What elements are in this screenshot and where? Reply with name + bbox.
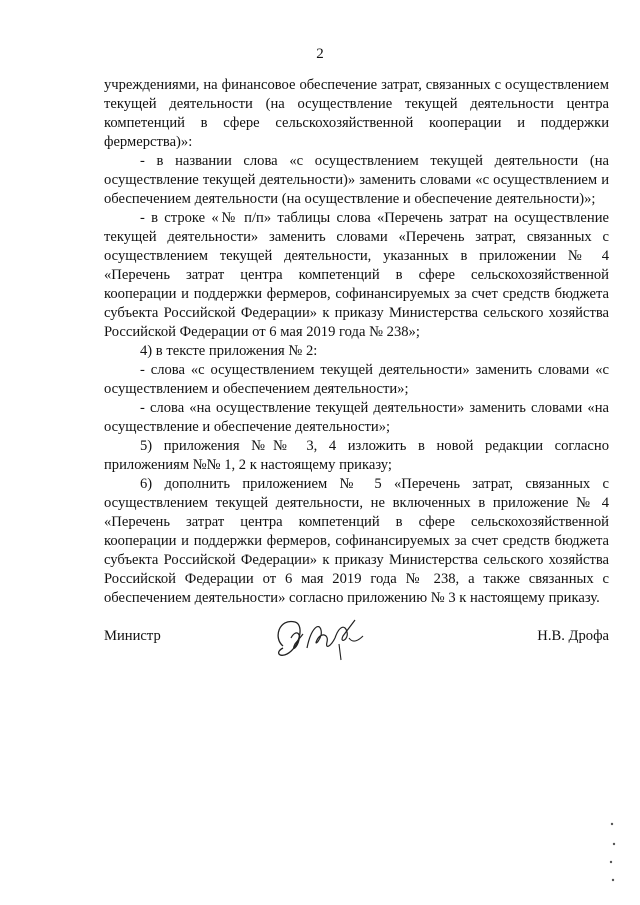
paragraph-item-4-words-1: - слова «с осуществлением текущей деятельности» заменить словами «с осуществлением и обеспечением деятельности»;	[104, 362, 609, 397]
paragraph-continuation: учреждениями, на финансовое обеспечение затрат, связанных с осуществлением текущей деятельности (на осуществление текущей деятельности центра компетенций в сфере сельскохозяйственной кооперации и поддержки фермерства)»:	[104, 77, 609, 150]
paragraph-title-change: - в названии слова «с осуществлением текущей деятельности (на осуществление текущей деятельности)» заменить словами «с осуществлением и обеспечением деятельности (на осуществление и обеспечение деятельности)»;	[104, 153, 609, 207]
paragraph-item-4: 4) в тексте приложения № 2:	[140, 343, 318, 359]
handwritten-signature	[269, 608, 369, 678]
scan-artifact-dots	[602, 820, 622, 890]
paragraph-table-row-change: - в строке «№ п/п» таблицы слова «Перечень затрат на осуществление текущей деятельности» заменить словами «Перечень затрат, связанных с осуществлением текущей деятельности, указанных в приложении № 4 «Перечень затрат центра компетенций в сфере сельскохозяйственной кооперации и поддержки фермеров, софинансируемых за счет средств бюджета субъекта Российской Федерации» к приказу Министерства сельского хозяйства Российской Федерации от 6 мая 2019 года № 238»;	[104, 210, 609, 340]
document-body	[104, 76, 609, 608]
signatory-title: Министр	[104, 628, 161, 644]
paragraph-item-4-words-2: - слова «на осуществление текущей деятельности» заменить словами «на осуществление и обеспечение деятельности»;	[104, 400, 609, 435]
signatory-name: Н.В. Дрофа	[537, 628, 609, 644]
signature-block	[104, 628, 609, 668]
paragraph-item-5: 5) приложения №№ 3, 4 изложить в новой редакции согласно приложениям №№ 1, 2 к настоящему приказу;	[104, 438, 609, 473]
paragraph-item-6: 6) дополнить приложением № 5 «Перечень затрат, связанных с осуществлением текущей деятельности, не включенных в приложение № 4 «Перечень затрат центра компетенций в сфере сельскохозяйственной кооперации и поддержки фермеров, софинансируемых за счет средств бюджета субъекта Российской Федерации» к приказу Министерства сельского хозяйства Российской Федерации от 6 мая 2019 года № 238, а также связанных с обеспечением деятельности» согласно приложению № 3 к настоящему приказу.	[104, 476, 609, 606]
page-number: 2	[316, 46, 324, 62]
